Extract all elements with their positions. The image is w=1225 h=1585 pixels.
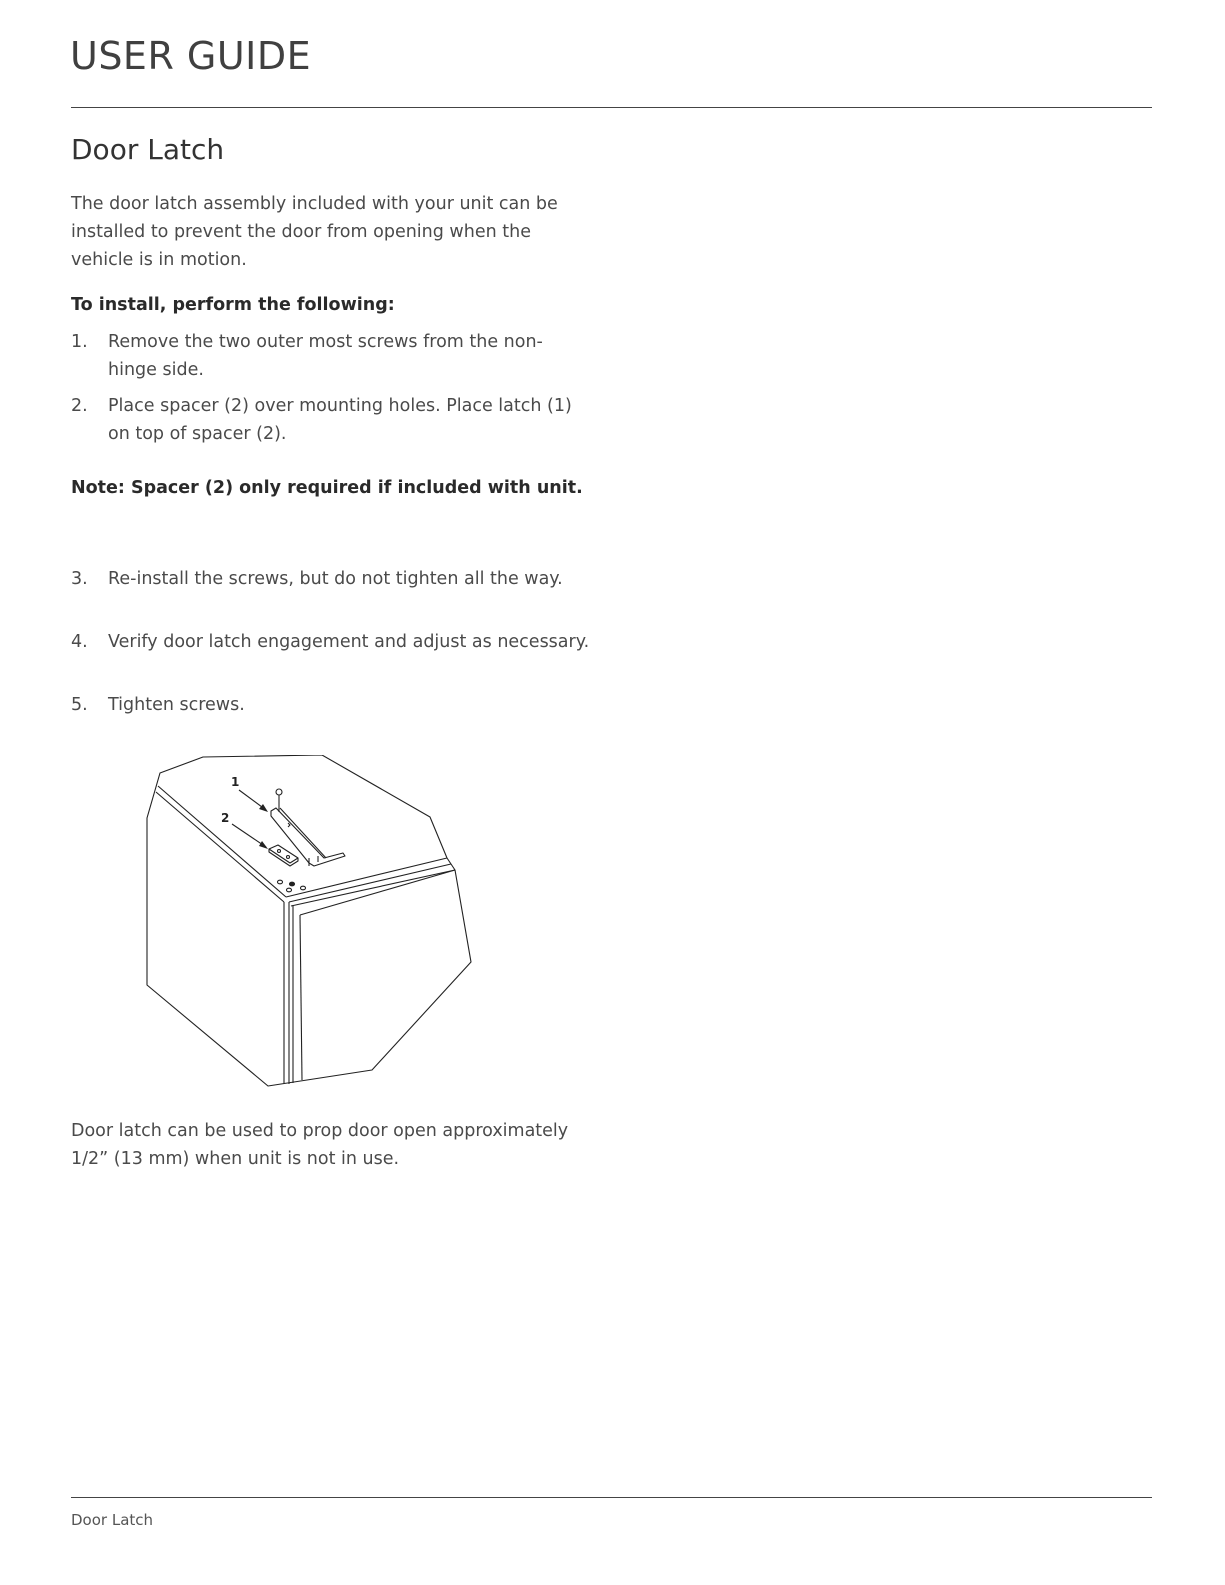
step-number: 3.	[71, 569, 88, 589]
step-number: 2.	[71, 396, 88, 416]
footer-label: Door Latch	[71, 1511, 154, 1529]
step-item	[71, 691, 591, 719]
step-text: Tighten screws.	[108, 695, 245, 715]
step-number: 1.	[71, 332, 88, 352]
step-text: Re-install the screws, but do not tighten all the way.	[108, 569, 563, 589]
callout-label-1: 1	[231, 775, 240, 789]
callout-label-2: 2	[221, 811, 230, 825]
note-text: Note: Spacer (2) only required if included with unit.	[71, 478, 583, 498]
step-text: Verify door latch engagement and adjust as necessary.	[108, 632, 590, 652]
step-number: 4.	[71, 632, 88, 652]
door-latch-illustration	[140, 755, 480, 1100]
install-heading: To install, perform the following:	[71, 295, 395, 315]
page-header-title: USER GUIDE	[70, 34, 312, 78]
footer-divider	[71, 1497, 1152, 1498]
header-divider	[71, 107, 1152, 108]
intro-paragraph: The door latch assembly included with your unit can be installed to prevent the door from opening when the vehicle is in motion.	[71, 194, 558, 270]
step-text: Place spacer (2) over mounting holes. Place latch (1) on top of spacer (2).	[108, 396, 572, 444]
step-item	[71, 392, 591, 448]
step-item	[71, 328, 591, 384]
section-title: Door Latch	[71, 133, 225, 166]
step-text: Remove the two outer most screws from the non-hinge side.	[108, 332, 543, 380]
step-item	[71, 565, 631, 593]
step-number: 5.	[71, 695, 88, 715]
step-item	[71, 628, 671, 656]
closing-paragraph: Door latch can be used to prop door open approximately 1/2” (13 mm) when unit is not in use.	[71, 1121, 569, 1169]
